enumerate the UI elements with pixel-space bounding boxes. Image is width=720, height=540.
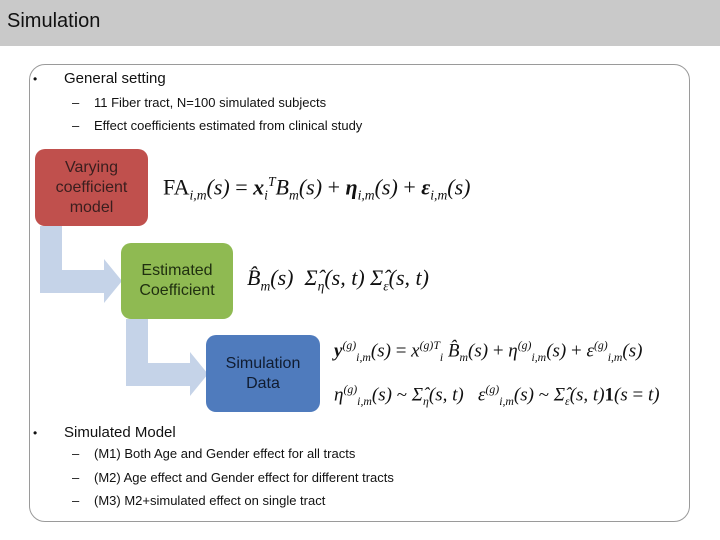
simulation-equation-line1: $y^{(g)}_{i,m}(s) = x^{(g)T}_i$ $B̂_m(s) + \eta^{(g)}_{i,m}(s) + \varepsilon^{(g)}_{i,m}(s)$ [334,339,643,365]
box-line: Estimated [141,262,213,279]
arrow-step2-to-step3 [126,319,208,396]
bullet-marker: • [33,72,38,86]
box-line: model [69,198,114,216]
box-line: coefficient [55,178,128,196]
slide-title: Simulation [7,10,101,32]
dash-marker: – [72,118,80,133]
dash-marker: – [72,493,80,508]
sub-item-text: (M3) M2+simulated effect on single tract [94,493,326,508]
bullet-marker: • [33,426,38,440]
dash-marker: – [72,446,80,461]
sub-item-text: Effect coefficients estimated from clinical study [94,118,363,133]
estimated-coefficient-box [121,243,233,319]
dash-marker: – [72,470,80,485]
varying-coefficient-model-box [35,149,148,226]
sub-item-m3 [72,493,325,508]
box-line: Varying [64,158,119,176]
estimated-coefficient-equation: $B̂_m(s)$ $\Sigmâ_\eta(s$, t) $\Sigmâ_\varepsilon(s$, t) [247,265,429,294]
arrow-step1-to-step2 [40,226,122,303]
box-line: Simulation [225,354,301,372]
bullet-label: General setting [64,70,166,87]
sub-item-text: 11 Fiber tract, N=100 simulated subjects [94,95,327,110]
sub-item-text: (M2) Age effect and Gender effect for different tracts [94,470,394,485]
simulation-equation-line2: $\eta^{(g)}_{i,m}(s)$ ~ $\Sigmâ_\eta(s$, t) $\varepsilon^{(g)}_{i,m}(s)$ ~ $\Sigmâ_\varepsilon(s$, t)1(s = t) [334,383,660,409]
sub-item-m1 [72,446,355,461]
dash-marker: – [72,95,80,110]
sub-item-m2 [72,470,394,485]
simulation-data-box [206,335,320,412]
sub-item-text: (M1) Both Age and Gender effect for all tracts [94,446,356,461]
box-line: Coefficient [139,282,215,299]
model-equation: $FA_{i,m}(s) = x_i^TB_m(s) + \eta_{i,m}(s) + \varepsilon_{i,m}(s)$ [163,174,471,203]
box-line: Data [246,374,280,392]
bullet-label: Simulated Model [64,424,176,441]
